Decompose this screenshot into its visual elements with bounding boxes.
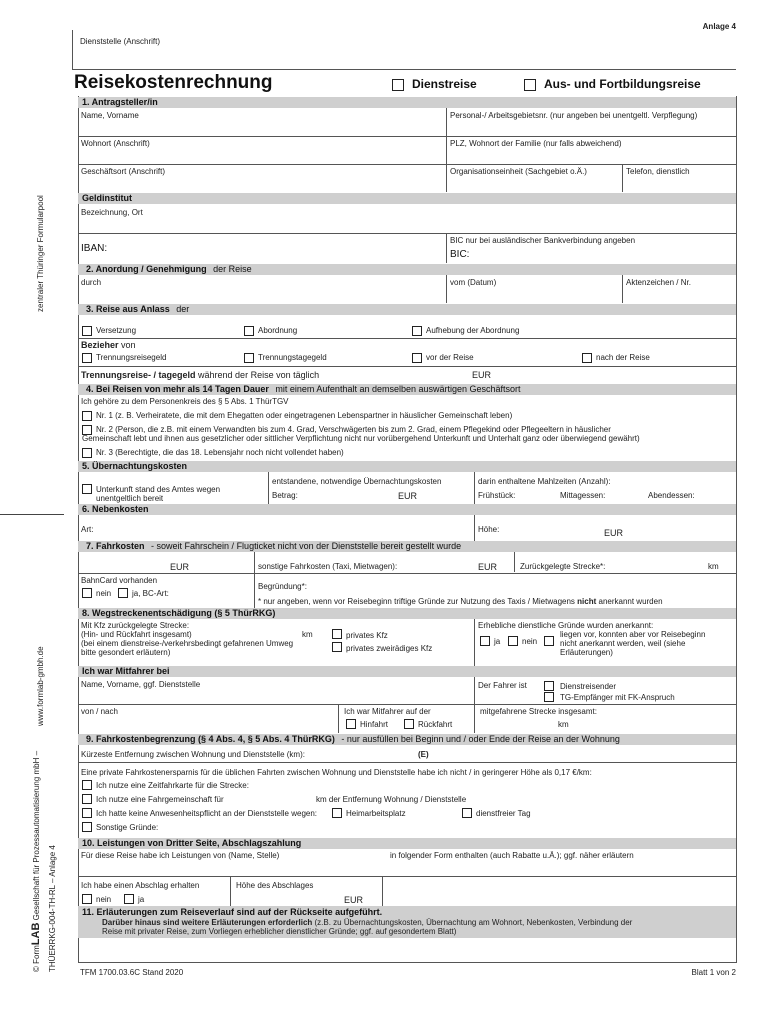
mitfahrer-auf-label: Ich war Mitfahrer auf der [344, 707, 431, 716]
name-field-label: Name, Vorname [81, 111, 139, 120]
fahrkostenersparnis-intro: Eine private Fahrkostenersparnis für die üblichen Fahrten zwischen Wohnung und Dienststelle habe ich nicht / in geringerer Höhe als 0,17 €/km: [81, 768, 592, 777]
hinfahrt-label: Hinfahrt [360, 720, 389, 729]
dienststelle-label: Dienststelle (Anschrift) [80, 37, 161, 46]
nr3-label: Nr. 3 (Berechtigte, die das 18. Lebensjahr noch nicht vollendet haben) [96, 448, 344, 457]
geldinstitut-header: Geldinstitut [78, 193, 736, 204]
checkbox-nr1[interactable] [82, 411, 92, 421]
leistungen-von-label: Für diese Reise habe ich Leistungen von (Name, Stelle) [81, 851, 280, 860]
mittagessen-label: Mittagessen: [560, 491, 606, 500]
geschaeftsort-label: Geschäftsort (Anschrift) [81, 167, 166, 176]
section-11-line2: Reise mit privater Reise, zum Vorliegen erheblicher dienstlicher Gründe; ggf. auf gesondertem Blatt) [102, 927, 457, 936]
fahrgemeinschaft-label: Ich nutze eine Fahrgemeinschaft für [96, 795, 224, 804]
sonstige-eur: EUR [478, 562, 498, 572]
trennungsreisegeld-label: Trennungsreisegeld [96, 353, 167, 362]
kfz-strecke-line1: Mit Kfz zurückgelegte Strecke: [81, 621, 190, 630]
section-5-header: 5. Übernachtungskosten [78, 461, 736, 472]
checkbox-trennungsreisegeld[interactable] [82, 353, 92, 363]
abschlag-ja-label: ja [138, 895, 145, 904]
kfz-strecke-line2: (Hin- und Rückfahrt insgesamt) [81, 630, 192, 639]
strecke-label: Zurückgelegte Strecke*: [520, 562, 606, 571]
sidebar-formularpool: zentraler Thüringer Formularpool [36, 195, 45, 312]
bahncard-nein-label: nein [96, 589, 112, 598]
bahncard-ja-label: ja, BC-Art: [132, 589, 169, 598]
mitgefahrene-km: km [558, 720, 569, 729]
leistungen-form-label: in folgender Form enthalten (auch Rabatte u.Ä.); ggf. näher erläutern [390, 851, 634, 860]
trennung-eur: EUR [472, 370, 492, 380]
nr2-label-line1: Nr. 2 (Person, die z.B. mit einem Verwandten bis zum 4. Grad, Verschwägerten bis zum 2. Grad, einem Pflegekind oder Pflegeeltern in häuslicher [96, 425, 611, 434]
kuerzeste-entfernung-label: Kürzeste Entfernung zwischen Wohnung und Dienststelle (km): [81, 750, 305, 759]
personalnr-label: Personal-/ Arbeitsgebietsnr. (nur angeben bei unentgeltl. Verpflegung) [450, 111, 698, 120]
fahrkosten-eur: EUR [170, 562, 190, 572]
mitfahrer-header: Ich war Mitfahrer bei [78, 666, 736, 677]
nebenkosten-art-label: Art: [81, 525, 94, 534]
bic-note: BIC nur bei ausländischer Bankverbindung angeben [450, 236, 636, 245]
privates-kfz-label: privates Kfz [346, 631, 388, 640]
fold-mark [0, 514, 64, 515]
checkbox-fahrgemeinschaft[interactable] [82, 794, 92, 804]
section-11-line1: Darüber hinaus sind weitere Erläuterungen erforderlich (z.B. zu Übernachtungskosten, Übernachtung am Wohnort, Nebenkosten, Verbindung der [102, 918, 633, 927]
abschlag-hoehe-label: Höhe des Abschlages [236, 881, 314, 890]
checkbox-abschlag-ja[interactable] [124, 894, 134, 904]
vor-reise-label: vor der Reise [426, 353, 474, 362]
checkbox-abordnung[interactable] [244, 326, 254, 336]
strecke-km: km [708, 562, 719, 571]
dienstfrei-label: dienstfreier Tag [476, 809, 531, 818]
sidebar-website: www.formlab-gmbh.de [36, 646, 45, 726]
section-9-header: 9. Fahrkostenbegrenzung (§ 4 Abs. 4, § 5 Abs. 4 ThürRKG) - nur ausfüllen bei Beginn und / oder Ende der Reise an der Wohnung [78, 734, 736, 745]
entfernung-e: (E) [418, 750, 429, 759]
abordnung-label: Abordnung [258, 326, 298, 335]
rueckfahrt-label: Rückfahrt [418, 720, 453, 729]
gruende-nein-label: nein [522, 637, 538, 646]
bic-label: BIC: [450, 249, 470, 260]
checkbox-liegen-vor[interactable] [544, 636, 554, 646]
begruendung-note: * nur angeben, wenn vor Reisebeginn triftige Gründe zur Nutzung des Taxis / Mietwagens nicht anerkannt wurden [258, 597, 663, 606]
begruendung-label: Begründung*: [258, 582, 307, 591]
section-3-header: 3. Reise aus Anlass der [78, 304, 736, 315]
name-input[interactable] [80, 121, 444, 135]
versetzung-label: Versetzung [96, 326, 137, 335]
checkbox-versetzung[interactable] [82, 326, 92, 336]
checkbox-abschlag-nein[interactable] [82, 894, 92, 904]
nach-reise-label: nach der Reise [596, 353, 650, 362]
sidebar-copyright: © FormLAB Gesellschaft für Prozessautomatisierung mbH – [30, 750, 42, 972]
checkbox-gruende-ja[interactable] [480, 636, 490, 646]
heimarbeitsplatz-label: Heimarbeitsplatz [346, 809, 406, 818]
checkbox-fortbildung[interactable] [524, 79, 536, 91]
liegen-vor-line1: liegen vor, konnten aber vor Reisebeginn [560, 630, 706, 639]
gruende-ja-label: ja [494, 637, 501, 646]
bank-bezeichnung-label: Bezeichnung, Ort [81, 208, 143, 217]
checkbox-hinfahrt[interactable] [346, 719, 356, 729]
section-11-header: 11. Erläuterungen zum Reiseverlauf sind auf der Rückseite aufgeführt. [82, 907, 383, 917]
unterkunft-label-line2: unentgeltlich bereit [96, 494, 164, 503]
checkbox-trennungstagegeld[interactable] [244, 353, 254, 363]
vom-datum-label: vom (Datum) [450, 278, 497, 287]
abschlag-erhalten-label: Ich habe einen Abschlag erhalten [81, 881, 200, 890]
mitfahrer-name-label: Name, Vorname, ggf. Dienststelle [81, 680, 201, 689]
personenkreis-intro: Ich gehöre zu dem Personenkreis des § 5 Abs. 1 ThürTGV [81, 397, 289, 406]
sonstige-gruende-label: Sonstige Gründe: [96, 823, 159, 832]
footer-formcode: TFM 1700.03.6C Stand 2020 [80, 968, 184, 977]
section-6-header: 6. Nebenkosten [78, 504, 736, 515]
kfz-km: km [302, 630, 313, 639]
kfz-strecke-line3: (bei einem dienstreise-/verkehrsbedingt gefahrenen Umweg [81, 639, 294, 648]
fruehstueck-label: Frühstück: [478, 491, 516, 500]
checkbox-nr3[interactable] [82, 448, 92, 458]
plz-label: PLZ, Wohnort der Familie (nur falls abweichend) [450, 139, 622, 148]
telefon-label: Telefon, dienstlich [626, 167, 690, 176]
section-8-header: 8. Wegstreckenentschädigung (§ 5 ThürRKG) [78, 608, 736, 619]
checkbox-bahncard-nein[interactable] [82, 588, 92, 598]
wohnort-label: Wohnort (Anschrift) [81, 139, 150, 148]
durch-label: durch [81, 278, 102, 287]
gruende-label: Erhebliche dienstliche Gründe wurden anerkannt: [478, 621, 654, 630]
checkbox-privates-kfz[interactable] [332, 629, 342, 639]
betrag-eur: EUR [398, 491, 418, 501]
checkbox-heimarbeitsplatz[interactable] [332, 808, 342, 818]
mahlzeiten-label: darin enthaltene Mahlzeiten (Anzahl): [478, 477, 611, 486]
page-title: Reisekostenrechnung [74, 72, 273, 93]
bezieher-label: Bezieher von [81, 340, 136, 350]
checkbox-vor-reise[interactable] [412, 353, 422, 363]
abschlag-nein-label: nein [96, 895, 112, 904]
checkbox-zeitfahrkarte[interactable] [82, 780, 92, 790]
fortbildung-label: Aus- und Fortbildungsreise [544, 77, 701, 91]
nr1-label: Nr. 1 (z. B. Verheiratete, die mit dem Ehegatten oder eingetragenen Lebenspartner in häuslicher Gemeinschaft leben) [96, 411, 513, 420]
checkbox-bahncard-ja[interactable] [118, 588, 128, 598]
checkbox-dienstreisender[interactable] [544, 681, 554, 691]
sidebar-formcode: THÜERRKG-004-TH-RL – Anlage 4 [48, 845, 57, 972]
nr2-label-line2: Gemeinschaft lebt und ihnen aus gesetzlicher oder sittlicher Verpflichtung nicht nur vorübergehend Unterkunft und Unterhalt ganz oder überwiegend gewährt) [82, 434, 640, 443]
checkbox-aufhebung[interactable] [412, 326, 422, 336]
keine-anwesenheit-label: Ich hatte keine Anwesenheitspflicht an der Dienststelle wegen: [96, 809, 318, 818]
checkbox-dienstreise[interactable] [392, 79, 404, 91]
section-2-header: 2. Anordung / Genehmigung der Reise [78, 264, 736, 275]
iban-label: IBAN: [81, 243, 108, 254]
unterkunft-label-line1: Unterkunft stand des Amtes wegen [96, 485, 221, 494]
section-1-header: 1. Antragsteller/in [78, 97, 736, 108]
section-10-header: 10. Leistungen von Dritter Seite, Abschlagszahlung [78, 838, 736, 849]
aktenzeichen-label: Aktenzeichen / Nr. [626, 278, 691, 287]
section-4-header: 4. Bei Reisen von mehr als 14 Tagen Dauer mit einem Aufenthalt an demselben auswärtigen Geschäftsort [78, 384, 736, 395]
betrag-label: Betrag: [272, 491, 298, 500]
checkbox-keine-anwesenheit[interactable] [82, 808, 92, 818]
checkbox-zweirad-kfz[interactable] [332, 642, 342, 652]
liegen-vor-line2: nicht anerkannt werden, weil (siehe [560, 639, 686, 648]
trennung-taeglich-label: Trennungsreise- / tagegeld während der Reise von täglich [81, 370, 320, 380]
nebenkosten-eur: EUR [604, 528, 624, 538]
checkbox-rueckfahrt[interactable] [404, 719, 414, 729]
bahncard-label: BahnCard vorhanden [81, 576, 158, 585]
kfz-strecke-line4: bitte gesondert erläutern) [81, 648, 171, 657]
nebenkosten-hoehe-label: Höhe: [478, 525, 500, 534]
checkbox-unterkunft[interactable] [82, 484, 92, 494]
dienstreisender-label: Dienstreisender [560, 682, 617, 691]
aufhebung-label: Aufhebung der Abordnung [426, 326, 520, 335]
trennungstagegeld-label: Trennungstagegeld [258, 353, 327, 362]
zeitfahrkarte-label: Ich nutze eine Zeitfahrkarte für die Strecke: [96, 781, 249, 790]
dienstreise-label: Dienstreise [412, 77, 477, 91]
abendessen-label: Abendessen: [648, 491, 695, 500]
sonstige-fahrkosten-label: sonstige Fahrkosten (Taxi, Mietwagen): [258, 562, 398, 571]
mitgefahrene-strecke-label: mitgefahrene Strecke insgesamt: [480, 707, 597, 716]
checkbox-gruende-nein[interactable] [508, 636, 518, 646]
fahrer-ist-label: Der Fahrer ist [478, 681, 527, 690]
uebernachtungskosten-label: entstandene, notwendige Übernachtungskosten [272, 477, 442, 486]
fahrgemeinschaft-km-label: km der Entfernung Wohnung / Dienststelle [316, 795, 467, 804]
tg-empfaenger-label: TG-Empfänger mit FK-Anspruch [560, 693, 675, 702]
zweirad-kfz-label: privates zweirädiges Kfz [346, 644, 433, 653]
abschlag-eur: EUR [344, 895, 364, 905]
checkbox-tg-empfaenger[interactable] [544, 692, 554, 702]
von-nach-label: von / nach [81, 707, 118, 716]
orgeinheit-label: Organisationseinheit (Sachgebiet o.Ä.) [450, 167, 587, 176]
footer-page: Blatt 1 von 2 [691, 968, 736, 977]
checkbox-dienstfrei[interactable] [462, 808, 472, 818]
checkbox-sonstige-gruende[interactable] [82, 822, 92, 832]
liegen-vor-line3: Erläuterungen) [560, 648, 613, 657]
checkbox-nach-reise[interactable] [582, 353, 592, 363]
anlage-label: Anlage 4 [702, 22, 736, 31]
section-7-header: 7. Fahrkosten - soweit Fahrschein / Flugticket nicht von der Dienststelle bereit gestellt wurde [78, 541, 736, 552]
